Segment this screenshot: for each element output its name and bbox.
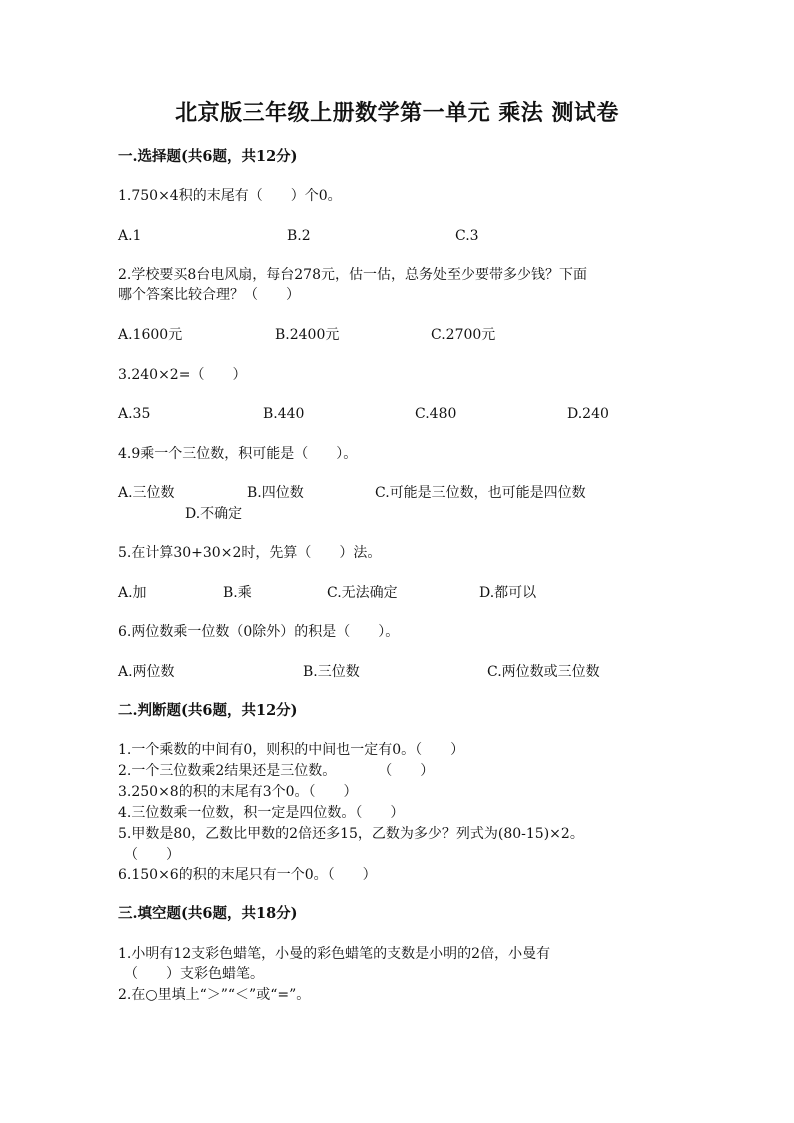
page-title: 北京版三年级上册数学第一单元 乘法 测试卷: [175, 100, 619, 126]
question-stem: 6.两位数乘一位数（0除外）的积是（ ）。: [118, 624, 400, 640]
question-stem-line2: 哪个答案比较合理？（ ）: [118, 287, 300, 303]
list-item: 2.一个三位数乘2结果还是三位数。 （ ）: [118, 763, 435, 779]
question-stem: 3.240×2=（ ）: [118, 367, 247, 383]
question-stem: 4.9乘一个三位数，积可能是（ ）。: [118, 446, 358, 462]
list-item: 1.一个乘数的中间有0，则积的中间也一定有0。（ ）: [118, 742, 465, 758]
option-a: A.1: [118, 228, 142, 244]
list-item-continuation: （ ）支彩色蜡笔。: [124, 966, 264, 982]
option-c: C.两位数或三位数: [487, 664, 600, 680]
option-a: A.加: [118, 585, 147, 601]
option-d: D.都可以: [479, 585, 537, 601]
option-a: A.35: [118, 406, 151, 422]
option-c: C.可能是三位数，也可能是四位数: [375, 485, 586, 501]
option-b: B.2400元: [275, 327, 340, 343]
option-c: C.3: [455, 228, 479, 244]
option-a: A.两位数: [118, 664, 175, 680]
option-b: B.四位数: [247, 485, 304, 501]
option-b: B.2: [287, 228, 311, 244]
list-item: 6.150×6的积的末尾只有一个0。（ ）: [118, 867, 377, 883]
option-a: A.三位数: [118, 485, 175, 501]
list-item: 4.三位数乘一位数，积一定是四位数。（ ）: [118, 805, 405, 821]
option-b: B.三位数: [303, 664, 360, 680]
option-b: B.乘: [223, 585, 252, 601]
section-heading-judgement: 二.判断题(共6题，共12分): [118, 702, 298, 719]
question-stem: 1.750×4积的末尾有（ ）个0。: [118, 188, 342, 204]
section-heading-fill-blank: 三.填空题(共6题，共18分): [118, 905, 298, 922]
option-c: C.无法确定: [327, 585, 398, 601]
option-d: D.240: [567, 406, 609, 422]
option-c: C.2700元: [431, 327, 496, 343]
option-a: A.1600元: [118, 327, 183, 343]
option-b: B.440: [263, 406, 305, 422]
option-c: C.480: [415, 406, 457, 422]
option-d: D.不确定: [185, 506, 243, 522]
list-item: 1.小明有12支彩色蜡笔，小曼的彩色蜡笔的支数是小明的2倍，小曼有: [118, 946, 551, 962]
list-item: 5.甲数是80，乙数比甲数的2倍还多15，乙数为多少？列式为(80-15)×2。: [118, 826, 584, 842]
section-heading-choice: 一.选择题(共6题，共12分): [118, 148, 298, 165]
question-stem: 2.学校要买8台电风扇，每台278元，估一估，总务处至少要带多少钱？下面: [118, 267, 587, 283]
question-stem: 5.在计算30+30×2时，先算（ ）法。: [118, 545, 382, 561]
list-item-continuation: （ ）: [124, 847, 180, 863]
list-item: 3.250×8的积的末尾有3个0。（ ）: [118, 784, 358, 800]
list-item: 2.在○里填上“＞”“＜”或“=”。: [118, 987, 311, 1003]
